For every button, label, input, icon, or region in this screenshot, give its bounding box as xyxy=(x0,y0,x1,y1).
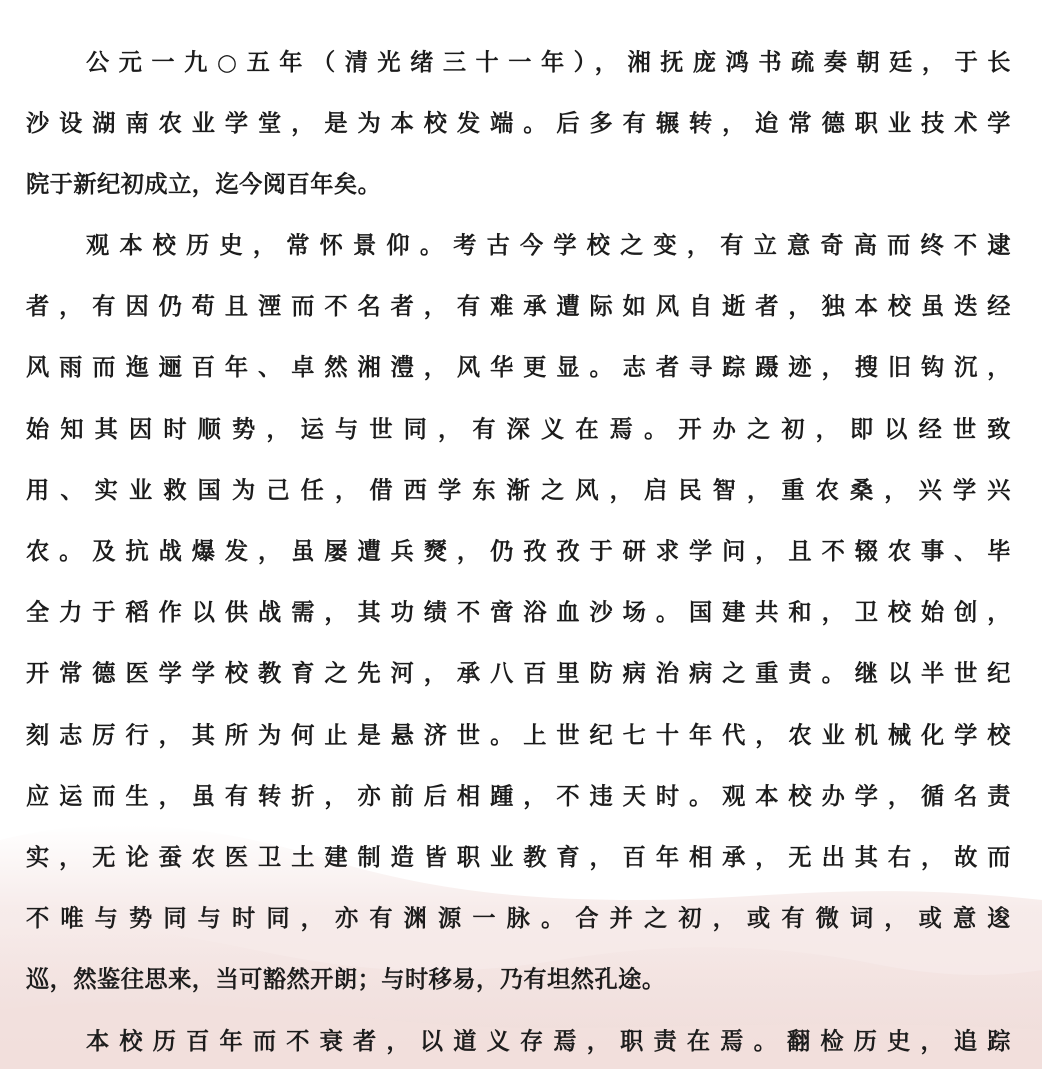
text-line: 不唯与势同与时同，亦有渊源一脉。合并之初，或有微词，或意逡 xyxy=(26,905,1011,932)
text-line: 刻志厉行，其所为何止是悬济世。上世纪七十年代，农业机械化学校 xyxy=(26,722,1011,749)
text-line: 公元一九○五年（清光绪三十一年），湘抚庞鸿书疏奏朝廷，于长 xyxy=(86,49,1011,76)
text-line: 用、实业救国为己任，借西学东渐之风，启民智，重农桑，兴学兴 xyxy=(26,477,1011,504)
text-line: 开常德医学学校教育之先河，承八百里防病治病之重责。继以半世纪 xyxy=(26,660,1011,687)
text-line: 始知其因时顺势，运与世同，有深义在焉。开办之初，即以经世致 xyxy=(26,416,1011,443)
text-line: 观本校历史，常怀景仰。考古今学校之变，有立意奇高而终不逮 xyxy=(86,232,1011,259)
text-line: 巡，然鉴往思来，当可豁然开朗；与时移易，乃有坦然孔途。 xyxy=(26,966,666,993)
text-line: 实，无论蚕农医卫土建制造皆职业教育，百年相承，无出其右，故而 xyxy=(26,844,1011,871)
text-line: 农。及抗战爆发，虽屡遭兵燹，仍孜孜于研求学问，且不辍农事、毕 xyxy=(26,538,1011,565)
text-line: 全力于稻作以供战需，其功绩不啻浴血沙场。国建共和，卫校始创， xyxy=(26,599,1011,626)
text-line: 沙设湖南农业学堂，是为本校发端。后多有辗转，迨常德职业技术学 xyxy=(26,110,1011,137)
text-line: 应运而生，虽有转折，亦前后相踵，不违天时。观本校办学，循名责 xyxy=(26,783,1011,810)
text-line: 院于新纪初成立，迄今阅百年矣。 xyxy=(26,171,382,198)
text-line: 者，有因仍苟且湮而不名者，有难承遭际如风自逝者，独本校虽迭经 xyxy=(26,293,1011,320)
text-line: 风雨而迤逦百年、卓然湘澧，风华更显。志者寻踪蹑迹，搜旧钩沉， xyxy=(26,354,1011,381)
text-line: 本校历百年而不衰者，以道义存焉，职责在焉。翻检历史，追踪 xyxy=(86,1028,1011,1055)
